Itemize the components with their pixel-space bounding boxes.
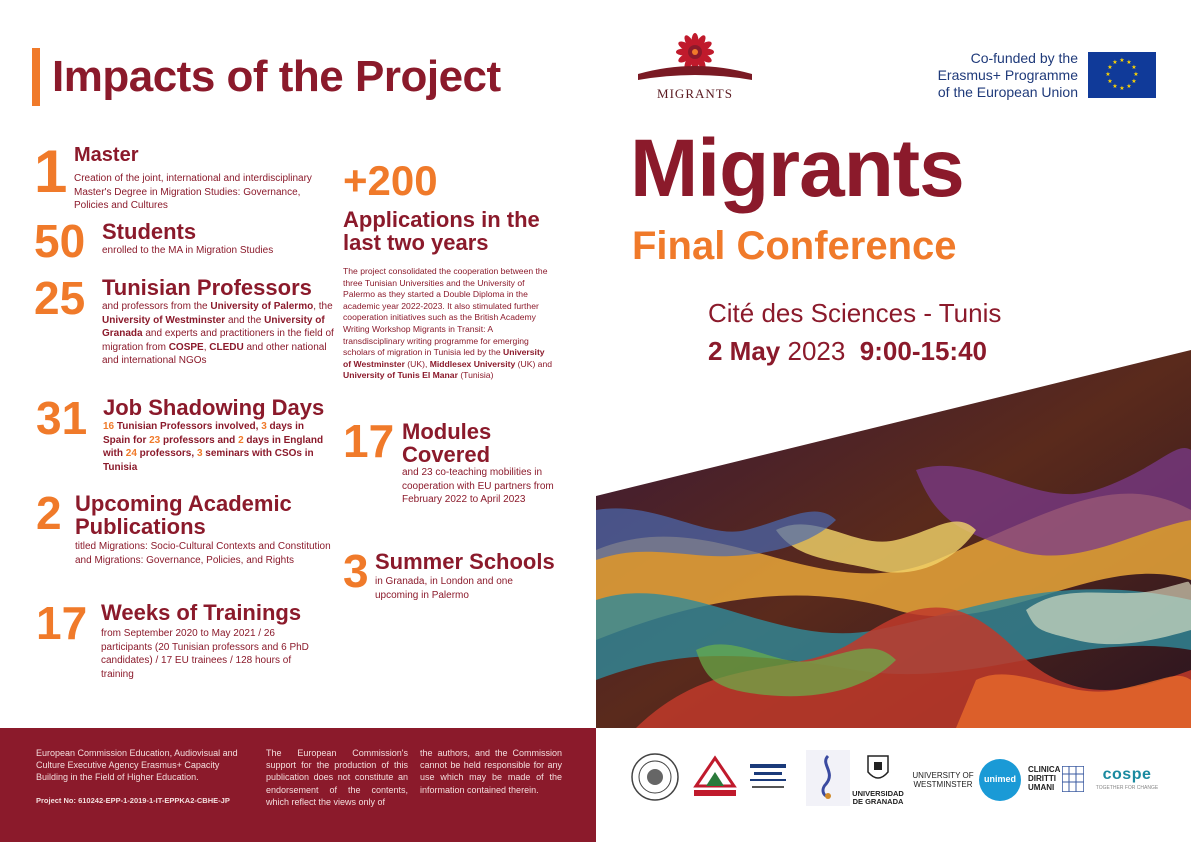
svg-text:★: ★	[1107, 64, 1113, 71]
stat-modules-desc: and 23 co-teaching mobilities in cooperation with EU partners from February 2022 to April 2023	[402, 467, 554, 505]
partner-logos	[596, 728, 1191, 842]
stat-trainings-heading: Weeks of Trainings	[101, 600, 302, 625]
svg-text:★: ★	[1119, 57, 1125, 64]
stat-summer-schools-desc: in Granada, in London and one upcoming in Palermo	[375, 576, 513, 601]
westminster-label: UNIVERSITY OF WESTMINSTER	[912, 771, 974, 789]
stat-publications-heading: Upcoming Academic Publications	[75, 491, 292, 540]
stat-publications-number: 2	[36, 487, 62, 539]
svg-text:★: ★	[1112, 83, 1118, 90]
stat-applications-number: +200	[343, 157, 438, 204]
page-title: Impacts of the Project	[52, 52, 501, 101]
conference-name: Migrants	[630, 123, 964, 214]
stat-students-heading: Students	[102, 219, 197, 244]
stat-job-shadowing-desc: 16 Tunisian Professors involved, 3 days in Spain for 23 professors and 2 days in England with 24 professors, 3 seminars with CSOs in Tunisia	[103, 421, 324, 473]
title-accent-bar	[32, 48, 40, 106]
eu-flag-icon	[1088, 52, 1156, 98]
cospe-tagline: TOGETHER FOR CHANGE	[1095, 785, 1159, 791]
stat-publications-desc: titled Migrations: Socio-Cultural Contexts and Constitution and Migrations: Governance, Policies, and Rights	[75, 541, 331, 566]
granada-crest-icon	[864, 752, 892, 786]
university-tunis-icon	[746, 758, 790, 798]
cospe-label: cospe	[1102, 766, 1152, 783]
university-arch-icon	[692, 752, 738, 802]
footer-disclaimer-col3: the authors, and the Commission cannot be held responsible for any use which may be made of the information contained therein.	[420, 748, 562, 795]
conference-venue: Cité des Sciences - Tunis	[708, 298, 1002, 328]
stat-summer-schools-number: 3	[343, 545, 369, 597]
clinica-label: CLINICA DIRITTI UMANI	[1028, 765, 1061, 792]
svg-text:★: ★	[1107, 78, 1113, 85]
brand-name: MIGRANTS	[657, 86, 733, 101]
stat-trainings-desc: from September 2020 to May 2021 / 26 participants (20 Tunisian professors and 6 PhD candidates) / 17 EU trainees / 128 hours of training	[101, 628, 309, 680]
svg-text:★: ★	[1131, 64, 1137, 71]
stat-professors-desc: and professors from the University of Palermo, the University of Westminster and the University of Granada and experts and practitioners in the field of migration from COSPE, CLEDU and other national and international NGOs	[102, 301, 334, 366]
svg-text:★: ★	[1133, 71, 1139, 78]
stat-applications-desc: The project consolidated the cooperation between the three Tunisian Universities and the University of Palermo as they started a Double Diploma in the academic year 2022-2023. It also stimulated further cooperation initiatives such as the British Academy Writing Workshop Migrants in Transit: A transdisciplinary writing programme for emerging scholars of migration in Tunisia led by the University of Westminster (UK), Middlesex University (UK) and University of Tunis El Manar (Tunisia)	[343, 266, 553, 381]
stat-professors-heading: Tunisian Professors	[102, 275, 312, 300]
abstract-artwork	[596, 350, 1191, 728]
svg-text:★: ★	[1126, 83, 1132, 90]
svg-text:★: ★	[1112, 59, 1118, 66]
stat-applications-heading: Applications in the last two years	[343, 207, 540, 256]
svg-text:★: ★	[1105, 71, 1111, 78]
migrants-logo	[634, 30, 756, 104]
unimed-label: unimed	[983, 774, 1016, 784]
footer-disclaimer	[0, 728, 596, 842]
stat-modules-number: 17	[343, 415, 395, 467]
stat-professors-number: 25	[34, 272, 86, 324]
university-note-icon	[806, 750, 850, 806]
stat-summer-schools-heading: Summer Schools	[375, 549, 555, 574]
footer-project-number: Project No: 610242-EPP-1-2019-1-IT-EPPKA2-CBHE-JP	[36, 796, 230, 805]
clinica-pattern-icon	[1062, 766, 1084, 792]
svg-text:★: ★	[1131, 78, 1137, 85]
footer-agency-text: European Commission Education, Audiovisual and Culture Executive Agency Erasmus+ Capacity Building in the Field of Higher Education.	[36, 748, 238, 783]
stat-job-shadowing-heading: Job Shadowing Days	[103, 395, 325, 420]
footer-disclaimer-col2: The European Commission's support for the production of this publication does not constitute an endorsement of the contents, which reflect the views only of	[266, 748, 408, 807]
conference-subtitle: Final Conference	[632, 224, 957, 268]
conference-date: 2 May 2023 9:00-15:40	[708, 336, 987, 366]
stat-master-heading: Master	[74, 144, 139, 166]
svg-text:★: ★	[1126, 59, 1132, 66]
svg-text:★: ★	[1119, 85, 1125, 92]
cofunded-text: Co-funded by the Erasmus+ Programme of the European Union	[937, 50, 1078, 101]
stat-students-desc: enrolled to the MA in Migration Studies	[102, 245, 274, 256]
stat-master-number: 1	[34, 138, 68, 205]
stat-students-number: 50	[34, 215, 86, 267]
stat-trainings-number: 17	[36, 597, 88, 649]
stat-modules-heading: Modules Covered	[402, 419, 492, 468]
stat-job-shadowing-number: 31	[36, 392, 88, 444]
granada-label: UNIVERSIDAD DE GRANADA	[852, 789, 904, 807]
stat-master-desc: Creation of the joint, international and interdisciplinary Master's Degree in Migration Studies: Governance, Policies and Cultures	[74, 173, 312, 211]
university-seal-icon	[630, 752, 680, 802]
